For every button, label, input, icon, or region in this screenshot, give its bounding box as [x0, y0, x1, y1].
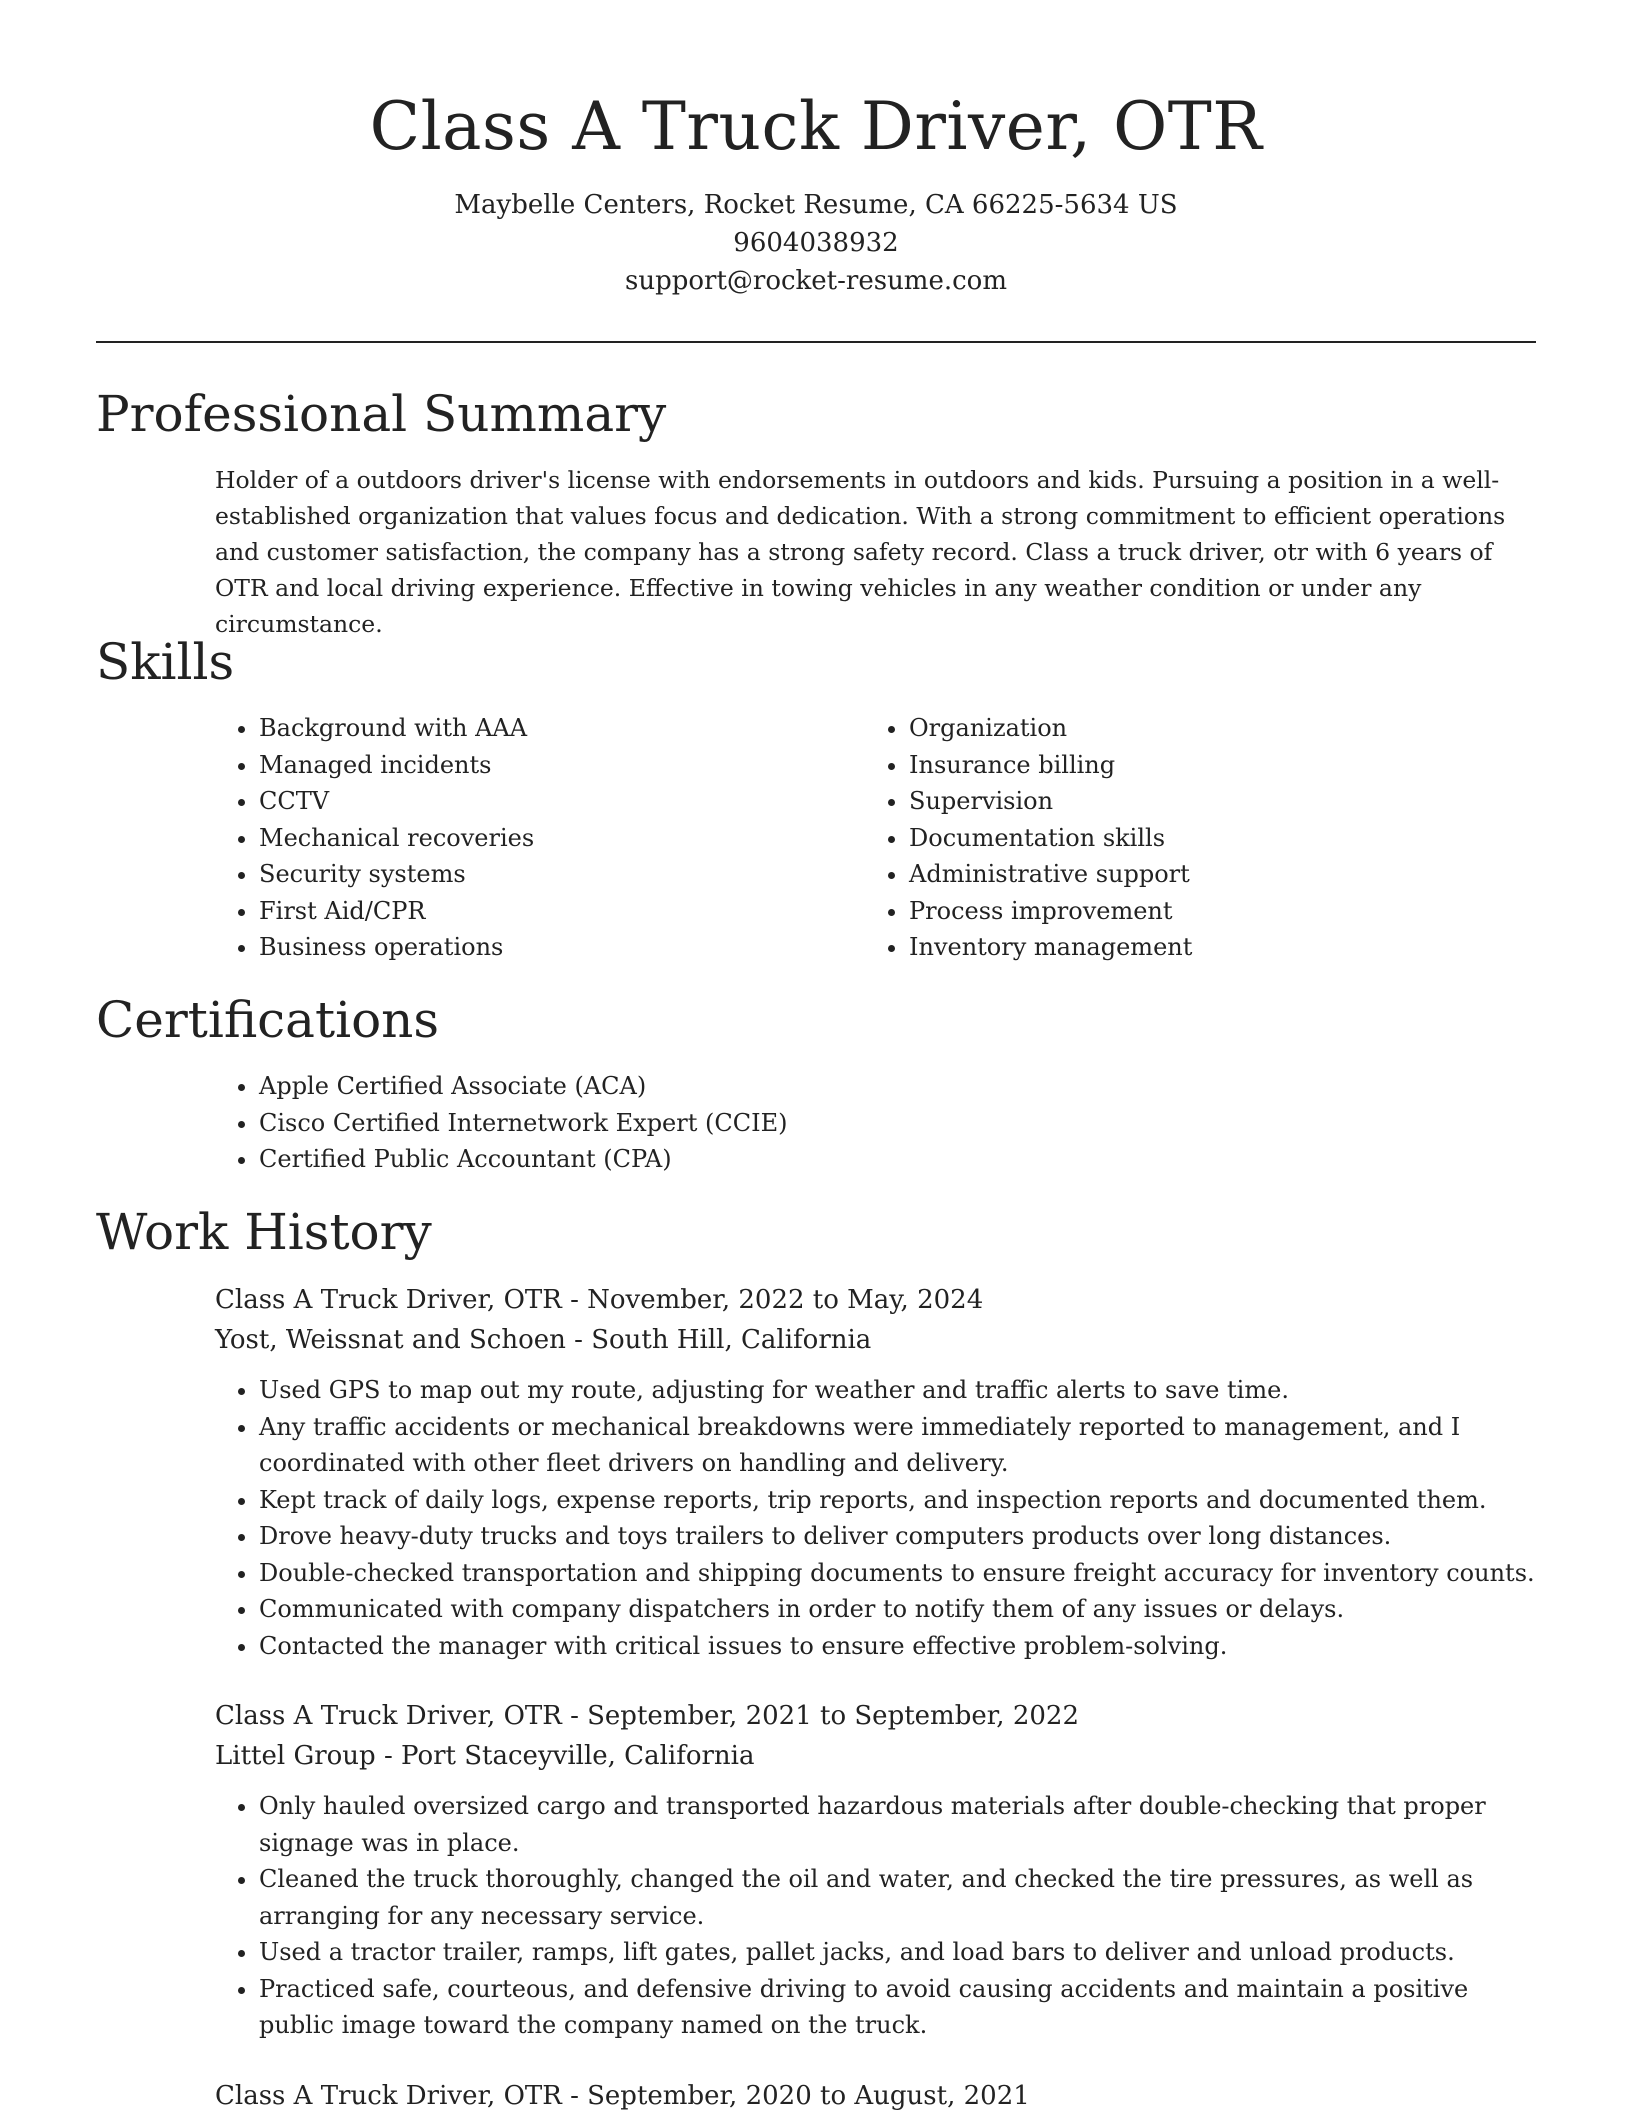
job-bullet-list: [215, 1788, 1535, 2044]
candidate-name: Class A Truck Driver, OTR: [369, 88, 1263, 165]
skill-item: • Security systems: [259, 856, 815, 893]
job-entry-3: [215, 2076, 1535, 2116]
job-bullet: • Communicated with company dispatchers in order to notify them of any issues or delays.: [259, 1591, 1535, 1628]
skill-item: • Business operations: [259, 929, 815, 966]
skill-item: • Insurance billing: [909, 747, 1465, 784]
skill-item: • Process improvement: [909, 893, 1465, 930]
job-bullet: • Practiced safe, courteous, and defensive driving to avoid causing accidents and maintain a positive public image toward the company named on the truck.: [259, 1971, 1535, 2044]
contact-email: support@rocket-resume.com: [624, 266, 1007, 296]
job-bullet: • Used a tractor trailer, ramps, lift gates, pallet jacks, and load bars to deliver and unload products.: [259, 1934, 1535, 1971]
certification-item: • Cisco Certified Internetwork Expert (CCIE): [259, 1105, 1535, 1142]
job-bullet: • Used GPS to map out my route, adjusting for weather and traffic alerts to save time.: [259, 1372, 1535, 1409]
certification-item: • Apple Certified Associate (ACA): [259, 1068, 1535, 1105]
job-title-line: Class A Truck Driver, OTR - September, 2020 to August, 2021: [215, 2081, 1030, 2111]
job-company-line: Littel Group - Port Staceyville, California: [215, 1741, 755, 1771]
skill-item: • Background with AAA: [259, 710, 815, 747]
skills-column-right: [865, 710, 1465, 966]
skills-column-left: [215, 710, 815, 966]
resume-header: [0, 82, 1632, 300]
certifications-list: [215, 1068, 1535, 1178]
job-bullet: • Cleaned the truck thoroughly, changed the oil and water, and checked the tire pressures, as well as arranging for any necessary service.: [259, 1861, 1535, 1934]
job-bullet: • Kept track of daily logs, expense reports, trip reports, and inspection reports and documented them.: [259, 1482, 1535, 1519]
header-divider: [96, 341, 1536, 343]
certifications-heading: Certifications: [96, 991, 440, 1049]
skill-item: • Inventory management: [909, 929, 1465, 966]
skill-item: • Organization: [909, 710, 1465, 747]
summary-heading: Professional Summary: [96, 385, 667, 443]
job-bullet: • Double-checked transportation and shipping documents to ensure freight accuracy for inventory counts.: [259, 1555, 1535, 1592]
job-entry-1: [215, 1280, 1535, 1664]
contact-block: [0, 186, 1632, 300]
job-bullet-list: [215, 1372, 1535, 1664]
skills-heading: Skills: [96, 633, 235, 691]
certification-item: • Certified Public Accountant (CPA): [259, 1141, 1535, 1178]
job-bullets: [215, 1788, 1535, 2044]
skills-list-left: [215, 710, 815, 966]
skill-item: • Managed incidents: [259, 747, 815, 784]
job-title-line: Class A Truck Driver, OTR - September, 2021 to September, 2022: [215, 1701, 1080, 1731]
skill-item: • Mechanical recoveries: [259, 820, 815, 857]
job-title-line: Class A Truck Driver, OTR - November, 2022 to May, 2024: [215, 1285, 984, 1315]
contact-address: Maybelle Centers, Rocket Resume, CA 66225-5634 US: [454, 190, 1178, 220]
job-entry-2: [215, 1696, 1535, 2044]
skill-item: • Supervision: [909, 783, 1465, 820]
certifications-block: [215, 1068, 1535, 1178]
skill-item: • CCTV: [259, 783, 815, 820]
job-bullet: • Drove heavy-duty trucks and toys trailers to deliver computers products over long distances.: [259, 1518, 1535, 1555]
summary-text: Holder of a outdoors driver's license with endorsements in outdoors and kids. Pursuing a position in a well-established organization that values focus and dedication. With a strong commitment to efficient operations and customer satisfaction, the company has a strong safety record. Class a truck driver, otr with 6 years of OTR and local driving experience. Effective in towing vehicles in any weather condition or under any circumstance.: [215, 466, 1506, 638]
job-bullet: • Only hauled oversized cargo and transported hazardous materials after double-checking that proper signage was in place.: [259, 1788, 1535, 1861]
skills-list-right: [865, 710, 1465, 966]
skill-item: • Administrative support: [909, 856, 1465, 893]
work-history-heading: Work History: [96, 1203, 432, 1261]
job-bullet: • Contacted the manager with critical issues to ensure effective problem-solving.: [259, 1628, 1535, 1665]
job-bullet: • Any traffic accidents or mechanical breakdowns were immediately reported to management, and I coordinated with other fleet drivers on handling and delivery.: [259, 1409, 1535, 1482]
job-bullets: [215, 1372, 1535, 1664]
contact-phone: 9604038932: [733, 228, 899, 258]
skill-item: • Documentation skills: [909, 820, 1465, 857]
skill-item: • First Aid/CPR: [259, 893, 815, 930]
job-company-line: Yost, Weissnat and Schoen - South Hill, California: [215, 1325, 872, 1355]
